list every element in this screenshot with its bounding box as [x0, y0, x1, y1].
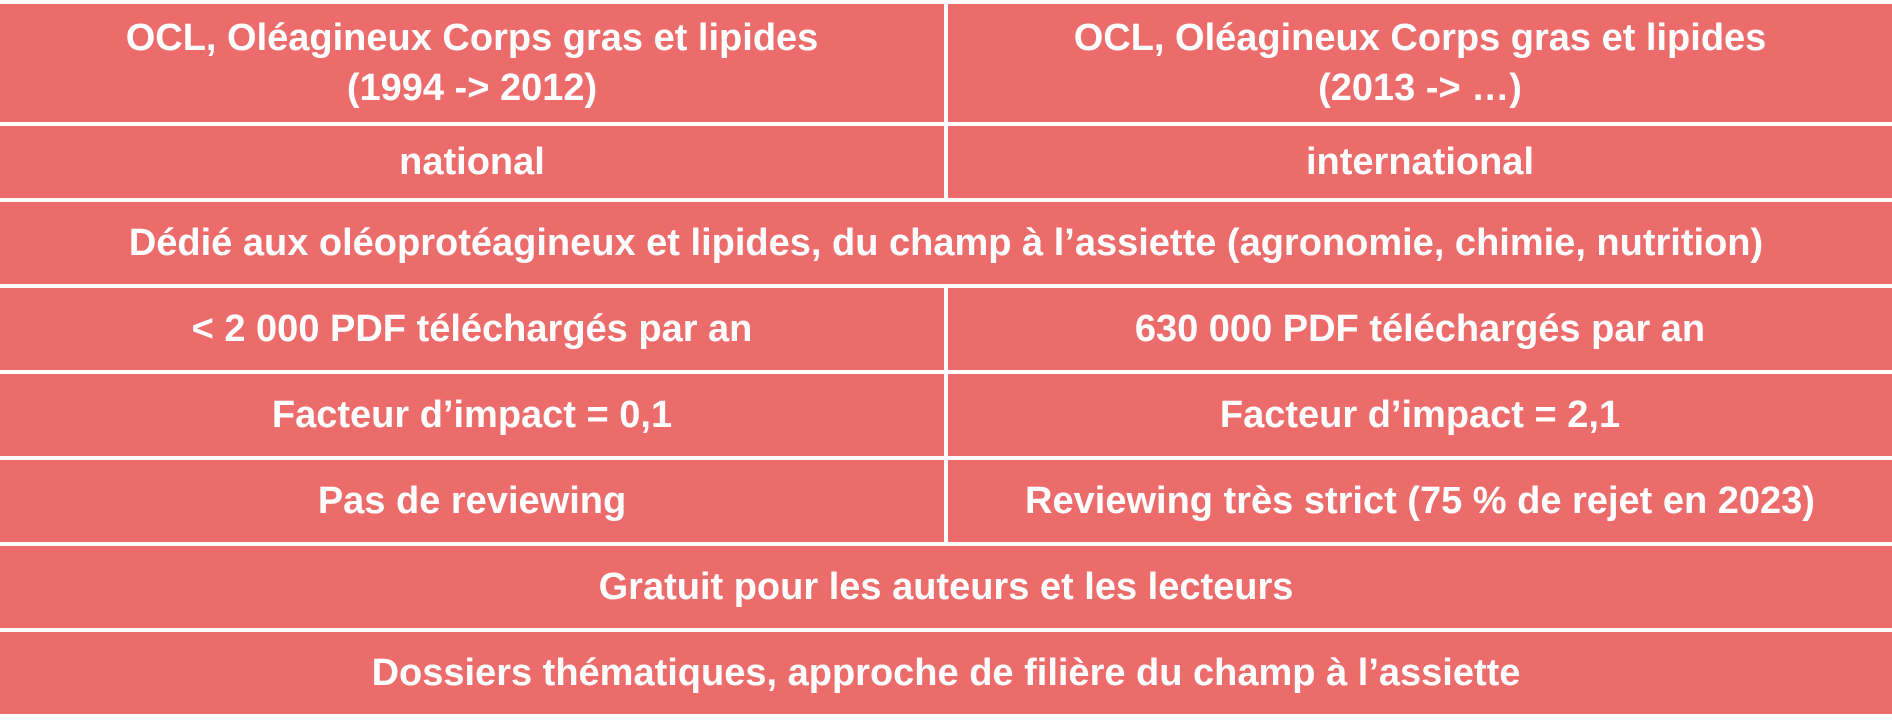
- cell-downloads-right: 630 000 PDF téléchargés par an: [948, 288, 1892, 370]
- header-left-period: (1994 -> 2012): [346, 67, 598, 109]
- table-row-impact-factor: [0, 374, 1892, 456]
- cell-free-access: Gratuit pour les auteurs et les lecteurs: [0, 546, 1892, 628]
- table-row-reviewing: [0, 460, 1892, 542]
- header-right-period: (2013 -> …): [1318, 67, 1522, 109]
- header-right-text: [1074, 13, 1767, 113]
- table-row-thematic: [0, 632, 1892, 714]
- cell-impact-right: Facteur d’impact = 2,1: [948, 374, 1892, 456]
- cell-scope-left: national: [0, 126, 944, 198]
- cell-reviewing-right: Reviewing très strict (75 % de rejet en 2023): [948, 460, 1892, 542]
- cell-downloads-left: < 2 000 PDF téléchargés par an: [0, 288, 944, 370]
- header-cell-right: [948, 4, 1892, 122]
- header-cell-left: [0, 4, 944, 122]
- header-right-title: OCL, Oléagineux Corps gras et lipides: [1073, 17, 1767, 59]
- header-row: [0, 4, 1892, 122]
- cell-impact-left: Facteur d’impact = 0,1: [0, 374, 944, 456]
- cell-thematic: Dossiers thématiques, approche de filière du champ à l’assiette: [0, 632, 1892, 714]
- cell-dedication: Dédié aux oléoprotéagineux et lipides, du champ à l’assiette (agronomie, chimie, nutrition): [0, 202, 1892, 284]
- cell-reviewing-left: Pas de reviewing: [0, 460, 944, 542]
- header-left-title: OCL, Oléagineux Corps gras et lipides: [125, 17, 819, 59]
- cell-scope-right: international: [948, 126, 1892, 198]
- table-row-dedication: [0, 202, 1892, 284]
- header-left-text: [126, 13, 819, 113]
- table-row-free-access: [0, 546, 1892, 628]
- table-row-downloads: [0, 288, 1892, 370]
- table-row-scope: [0, 126, 1892, 198]
